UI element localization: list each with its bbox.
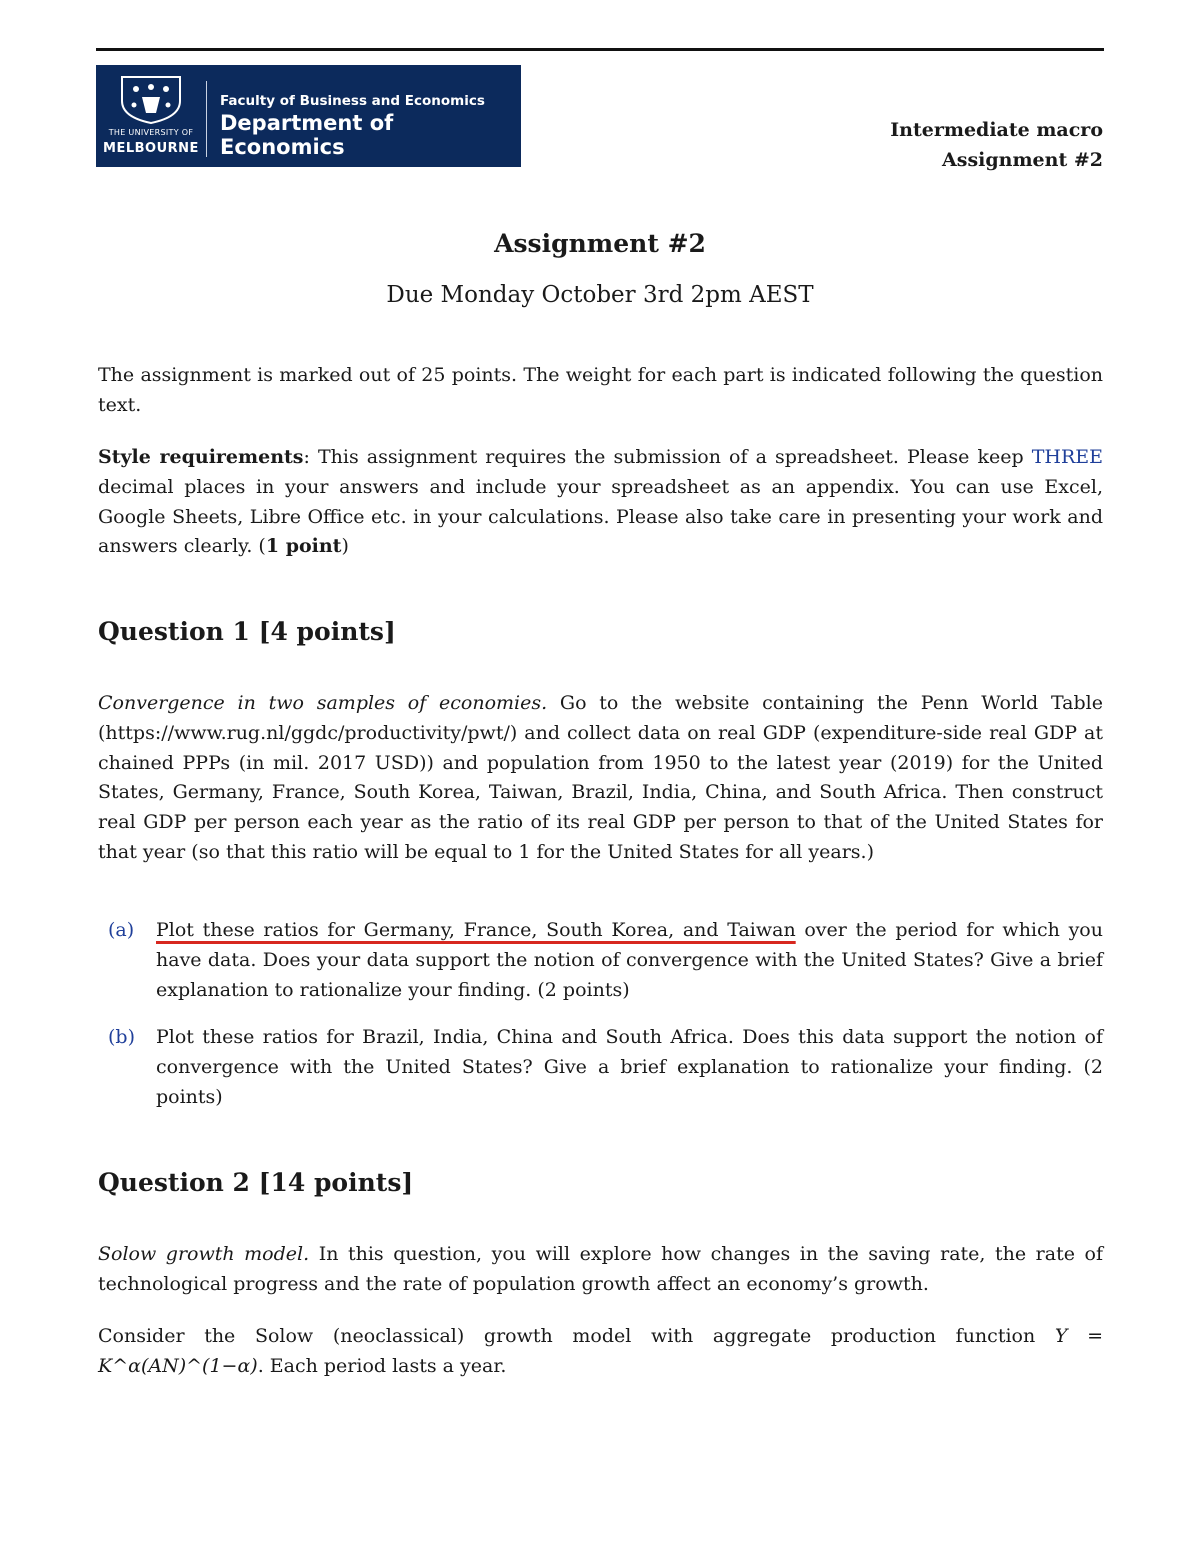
university-name: MELBOURNE — [103, 141, 199, 156]
question-1a-text — [156, 916, 1103, 1005]
question-1-text: Go to the website containing the Penn World Table (https://www.rug.nl/ggdc/productivity/pwt/) and collect data on real GDP (expenditure-side real GDP at chained PPPs (in mil. 2017 USD)) and population from 1950 to the latest year (2019) for the United States, Germany, France, South Korea, Taiwan, Brazil, India, China, and South Africa. Then construct real GDP per person each year as the ratio of its real GDP per person to that of the United States for that year (so that this ratio will be equal to 1 for the United States for all years.) — [98, 692, 1103, 863]
question-1-body — [98, 689, 1103, 868]
style-text-3: ) — [341, 535, 349, 558]
university-name-small: THE UNIVERSITY OF — [108, 128, 194, 137]
item-label-a: (a) — [108, 919, 135, 941]
question-1-heading: Question 1 [4 points] — [98, 617, 396, 646]
question-1-lead: Convergence in two samples of economies. — [98, 692, 548, 714]
question-1a — [108, 916, 1103, 1005]
question-2-lead: Solow growth model. — [98, 1243, 310, 1265]
question-2-model — [98, 1322, 1103, 1382]
style-text-1: : This assignment requires the submission of a spreadsheet. Please keep — [303, 446, 1032, 468]
question-2-heading: Question 2 [14 points] — [98, 1168, 414, 1197]
page-title: Assignment #2 — [494, 229, 706, 258]
style-point: 1 point — [265, 535, 342, 558]
question-2-body — [98, 1240, 1103, 1300]
question-1a-rest: over the period for which you have data. Does your data support the notion of convergence with the United States? Give a brief explanation to rationalize your finding. (2 points) — [156, 919, 1103, 1001]
style-requirements-paragraph — [98, 443, 1103, 562]
department-name: Department of Economics — [220, 111, 394, 159]
style-requirements-label: Style requirements — [98, 446, 304, 468]
three-highlight: THREE — [1031, 446, 1104, 468]
course-name: Intermediate macro — [890, 119, 1103, 141]
intro-paragraph: The assignment is marked out of 25 points. The weight for each part is indicated following the question text. — [98, 364, 1103, 416]
due-date: Due Monday October 3rd 2pm AEST — [386, 282, 814, 308]
university-crest-icon — [112, 73, 190, 125]
item-label-b: (b) — [108, 1026, 135, 1048]
top-rule — [96, 48, 1104, 51]
question-1b — [108, 1023, 1103, 1112]
question-1b-text: Plot these ratios for Brazil, India, China and South Africa. Does this data support the notion of convergence with the United States? Give a brief explanation to rationalize your finding. (2 points) — [156, 1026, 1103, 1108]
question-2-consider-2: . Each period lasts a year. — [257, 1354, 507, 1377]
underlined-text: Plot these ratios for Germany, France, South Korea, and Taiwan — [156, 919, 796, 941]
university-logo — [96, 65, 521, 167]
header-course-info — [890, 115, 1103, 175]
assignment-label: Assignment #2 — [942, 149, 1103, 171]
style-text-2: decimal places in your answers and include your spreadsheet as an appendix. You can use Excel, Google Sheets, Libre Office etc. in your calculations. Please also take care in presenting your work and answers clearly. ( — [98, 475, 1103, 558]
question-2-consider-1: Consider the Solow (neoclassical) growth model with aggregate production function — [98, 1325, 1055, 1347]
question-2-text: In this question, you will explore how changes in the saving rate, the rate of technological progress and the rate of population growth affect an economy’s growth. — [98, 1243, 1103, 1295]
logo-divider — [206, 81, 207, 157]
production-function-formula: Y = K^α(AN)^(1−α) — [98, 1325, 1103, 1377]
faculty-name: Faculty of Business and Economics — [220, 93, 485, 109]
